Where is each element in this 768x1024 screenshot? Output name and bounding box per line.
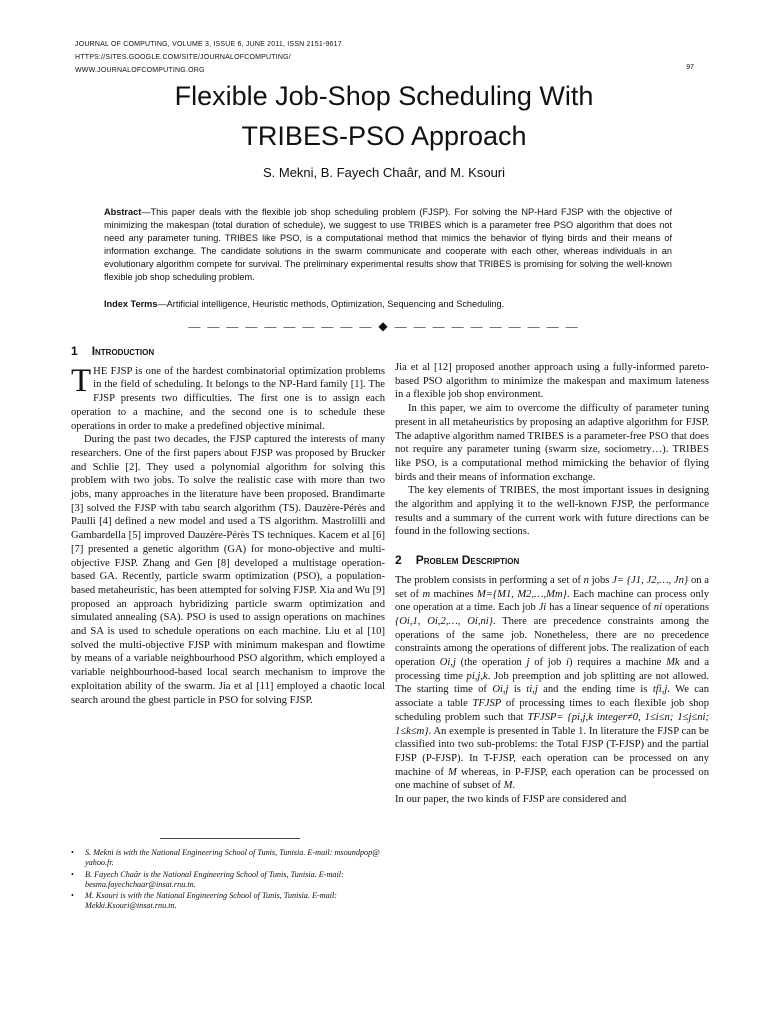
journal-url: HTTPS://SITES.GOOGLE.COM/SITE/JOURNALOFCOMPUTING/ <box>75 54 291 61</box>
abstract <box>104 206 672 284</box>
intro-paragraph-2: During the past two decades, the FJSP captured the interests of many researchers. One of the first papers about FJSP was proposed by Brucker and Schlie [2]. They used a polynomial algorithm for solving this problem with two jobs. To solve the realistic case with more than two jobs, many approaches in the literature have been proposed. Brandimarte [3] solved the FJSP with tabu search algorithm (TS). Dauzère-Pérès and Paulli [4] defined a new model and used a TS algorithm. Mastrolilli and Gambardella [5] improved Dauzère-Pérès TS techniques. Kacem et al [6][7] presented a genetic algorithm (GA) for mono-objective and multi-objective FJSP. Zhang and Gen [8] developed a multistage operation-based GA. Recently, particle swarm optimization (PSO), a population-based metaheuristic, has been attempted for solving FJSP. Xia and Wu [9] proposed an approach hybridizing particle swarm optimization and simulated annealing (SA). PSO is used to assign operations on machines and SA is used to schedule operations on each machine. Liu et al [10] solved the multi-objective FJSP with minimum makespan and flowtime by means of a variable neighbourhood PSO algorithm, which employed a variable neighbourhood-based local search mechanism to improve the exploitation ability of the swarm. Jia et al [11] employed a chaotic local search around the gbest particle in PSO for solving FJSP. <box>71 434 385 706</box>
paper-title <box>0 76 768 156</box>
intro-paragraph-5: The key elements of TRIBES, the most important issues in designing the algorithm and applying it to the well-known FJSP, the performance results and a summary of the current work with future directions can be found in the following sections. <box>395 485 709 538</box>
intro-paragraph-4: In this paper, we aim to overcome the difficulty of parameter tuning present in all metaheuristics by proposing an adaptive algorithm for FJSP. The adaptive algorithm named TRIBES is a parameter-free PSO that does not require any parameter tuning (swarm size, sociometry…). TRIBES like PSO, is a computational method mimicking the behavior of flying birds and their means of information exchange. <box>395 403 709 483</box>
section-1-title: Introduction <box>91 344 155 358</box>
index-terms-text: —Artificial intelligence, Heuristic methods, Optimization, Sequencing and Scheduling. <box>157 299 505 309</box>
section-2-number: 2 <box>395 553 402 568</box>
footnote-item: • B. Fayech Chaâr is the National Engineering School of Tunis, Tunisia. E-mail: besma.fayechchaar@insat.rnu.tn. <box>71 870 385 891</box>
section-1-number: 1 <box>71 344 78 358</box>
section-1-heading <box>71 345 385 359</box>
left-column <box>71 345 385 707</box>
journal-header <box>75 38 342 77</box>
problem-paragraph-2: In our paper, the two kinds of FJSP are considered and <box>395 794 627 806</box>
page-number: 97 <box>686 64 694 71</box>
section-divider: — — — — — — — — — — ◆ — — — — — — — — — — <box>188 319 580 333</box>
abstract-text: —This paper deals with the flexible job shop scheduling problem (FJSP). For solving the NP-Hard FJSP with the objective of minimizing the makespan (total duration of schedule), we suggest to use TRIBES which is a parameter free PSO algorithm that does not need any parameter tuning. TRIBES like PSO, is a computational method that mimics the behavior of flying birds and their means of information exchange. The candidate solutions in the swarm communicate and cooperate with each other, whereas individuals in an evolutionary algorithm compete for survival. The preliminary experimental results show that TRIBES is promising for solving the well-known flexible job shop scheduling problem. <box>104 207 672 282</box>
section-2-title: Problem Description <box>415 553 520 568</box>
footnote-item: • M. Ksouri is with the National Engineering School of Tunis, Tunisia. E-mail: Mekki.Ksouri@insat.rnu.tn. <box>71 891 385 912</box>
footnotes <box>71 848 385 913</box>
index-terms <box>104 298 672 311</box>
journal-line: JOURNAL OF COMPUTING, VOLUME 3, ISSUE 6, JUNE 2011, ISSN 2151-9617 <box>75 41 342 48</box>
footnote-rule <box>160 838 300 839</box>
footnote-item: • S. Mekni is with the National Engineering School of Tunis, Tunisia. E-mail: msoundpop@ yahoo.fr. <box>71 848 385 869</box>
abstract-label: Abstract <box>104 207 142 217</box>
problem-paragraph-1: The problem consists in performing a set of n jobs J= {J1, J2,…, Jn} on a set of m machines M={M1, M2,…,Mm}. Each machine can process only one operation at a time. Each job Ji has a linear sequence of ni operations {Oi,1, Oi,2,…, Oi,ni}. There are precedence constraints among the operations of the same job. Nonetheless, there are no precedence constraints among the operations of different jobs. The realization of each operation Oi,j (the operation j of job i) requires a machine Mk and a processing time pi,j,k. Job preemption and job splitting are not allowed. The starting time of Oi,j is ti,j and the ending time is tfi,j. We can associate a table TFJSP of processing times to each flexible job shop scheduling problem such that TFJSP= {pi,j,k integer≠0, 1≤i≤n; 1≤j≤ni; 1≤k≤m}. An exemple is presented in Table 1. In literature the FJSP can be classified into two sub-problems: the Total FJSP (T-FJSP) and the partial FJSP (P-FJSP). In T-FJSP, each operation can be processed on any machine of M whereas, in P-FJSP, each operation can be processed on one machine of subset of M. <box>395 574 710 792</box>
journal-website: WWW.JOURNALOFCOMPUTING.ORG <box>75 67 205 74</box>
right-column <box>395 361 709 807</box>
drop-cap: T <box>71 362 92 399</box>
intro-paragraph-1 <box>71 362 385 434</box>
index-terms-label: Index Terms <box>104 299 158 309</box>
intro-paragraph-3: Jia et al [12] proposed another approach using a fully-informed pareto-based PSO algorithm to minimize the makespan and maximum lateness in a flexible job shop environment. <box>395 362 709 401</box>
paper-title-line1: Flexible Job-Shop Scheduling With <box>174 81 594 111</box>
paper-title-line2: TRIBES-PSO Approach <box>241 121 527 151</box>
authors: S. Mekni, B. Fayech Chaâr, and M. Ksouri <box>262 165 506 180</box>
section-2-heading <box>395 554 709 568</box>
intro-paragraph-1-text: HE FJSP is one of the hardest combinatorial optimization problems in the field of scheduling. It belongs to the NP-Hard family [1]. The FJSP presents two difficulties. The first one is to assign each operation to a machine, and the second one is to schedule these operations in order to make a predefined objective minimal. <box>71 365 385 432</box>
